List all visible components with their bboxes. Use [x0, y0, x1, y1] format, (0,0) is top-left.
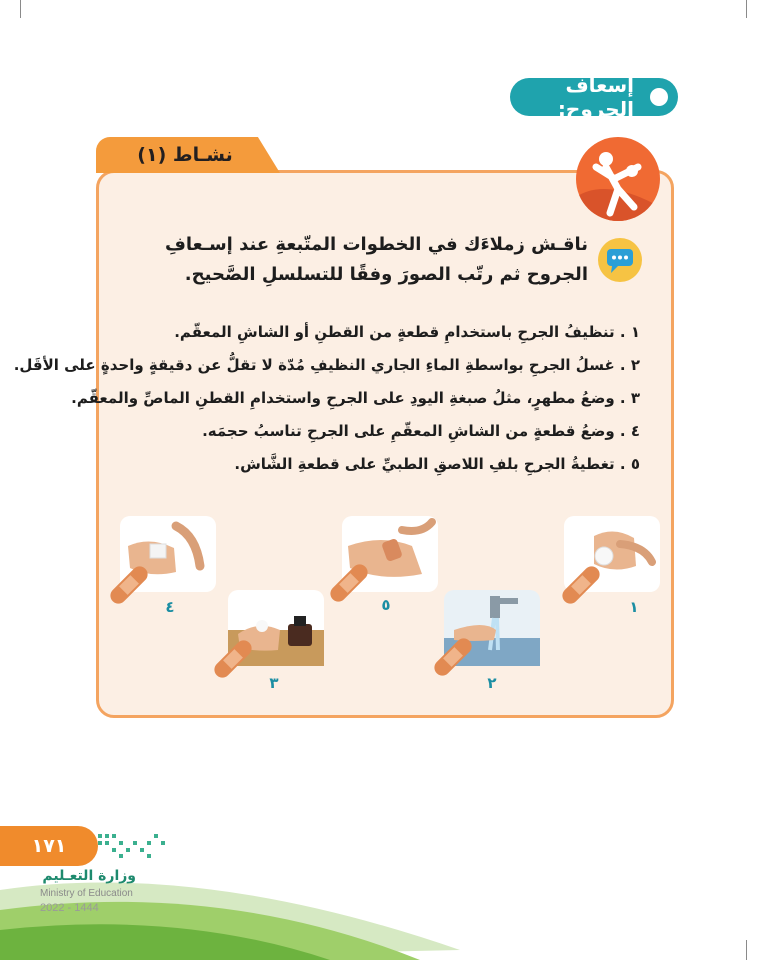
bandage-icon: [428, 632, 478, 682]
step-1: ١ . تنظيفُ الجرحِ باستخدامِ قطعةٍ من القطنِ أو الشاشِ المعقّم.: [174, 323, 640, 341]
page-number: ١٧١: [31, 835, 67, 857]
bullet-icon: [650, 88, 668, 106]
bandage-icon: [104, 560, 154, 610]
step-3: ٣ . وضعُ مطهرٍ، مثلُ صبغةِ اليودِ على الجرحِ واستخدامِ القطنِ الماصِّ والمعقّم.: [71, 389, 640, 407]
image-label-4: ٤: [165, 598, 175, 616]
bandage-icon: [208, 634, 258, 684]
activity-person-icon: [576, 137, 660, 221]
discussion-icon: [598, 238, 642, 282]
image-label-5: ٥: [381, 596, 391, 614]
step-2: ٢ . غسلُ الجرحِ بواسطةِ الماءِ الجاري النظيفِ مُدّة لا تقلُّ عن دقيقةٍ واحدةٍ على الأقَل.: [13, 356, 640, 374]
step-5: ٥ . تغطيةُ الجرحِ بلفِ اللاصقِ الطبيِّ على قطعةِ الشَّاش.: [234, 455, 640, 473]
image-label-1: ١: [629, 598, 639, 616]
bandage-icon: [556, 560, 606, 610]
activity-instruction: ناقـش زملاءَك في الخطوات المتّبعةِ عند إسـعافِ الجروح ثم رتّب الصورَ وفقًا للتسلسلِ الصَّحيح.: [164, 234, 588, 285]
crop-mark: [20, 0, 21, 18]
step-4: ٤ . وضعُ قطعةٍ من الشاشِ المعقّمِ على الجرحِ تناسبُ حجمَه.: [202, 422, 640, 440]
ministry-logo-icon: [96, 832, 174, 860]
ministry-name-en: Ministry of Education: [40, 888, 133, 899]
crop-mark: [746, 0, 747, 18]
steps-list: [13, 316, 640, 481]
ministry-year: 2022 - 1444: [40, 902, 99, 914]
image-label-3: ٣: [269, 674, 279, 692]
section-title-text: إسعاف الجروح:: [557, 73, 634, 121]
image-label-2: ٢: [487, 674, 497, 692]
ministry-name-ar: وزارة التعـليم: [42, 868, 136, 884]
bandage-icon: [324, 558, 374, 608]
activity-tab-label: نشـاط (١): [137, 144, 233, 166]
